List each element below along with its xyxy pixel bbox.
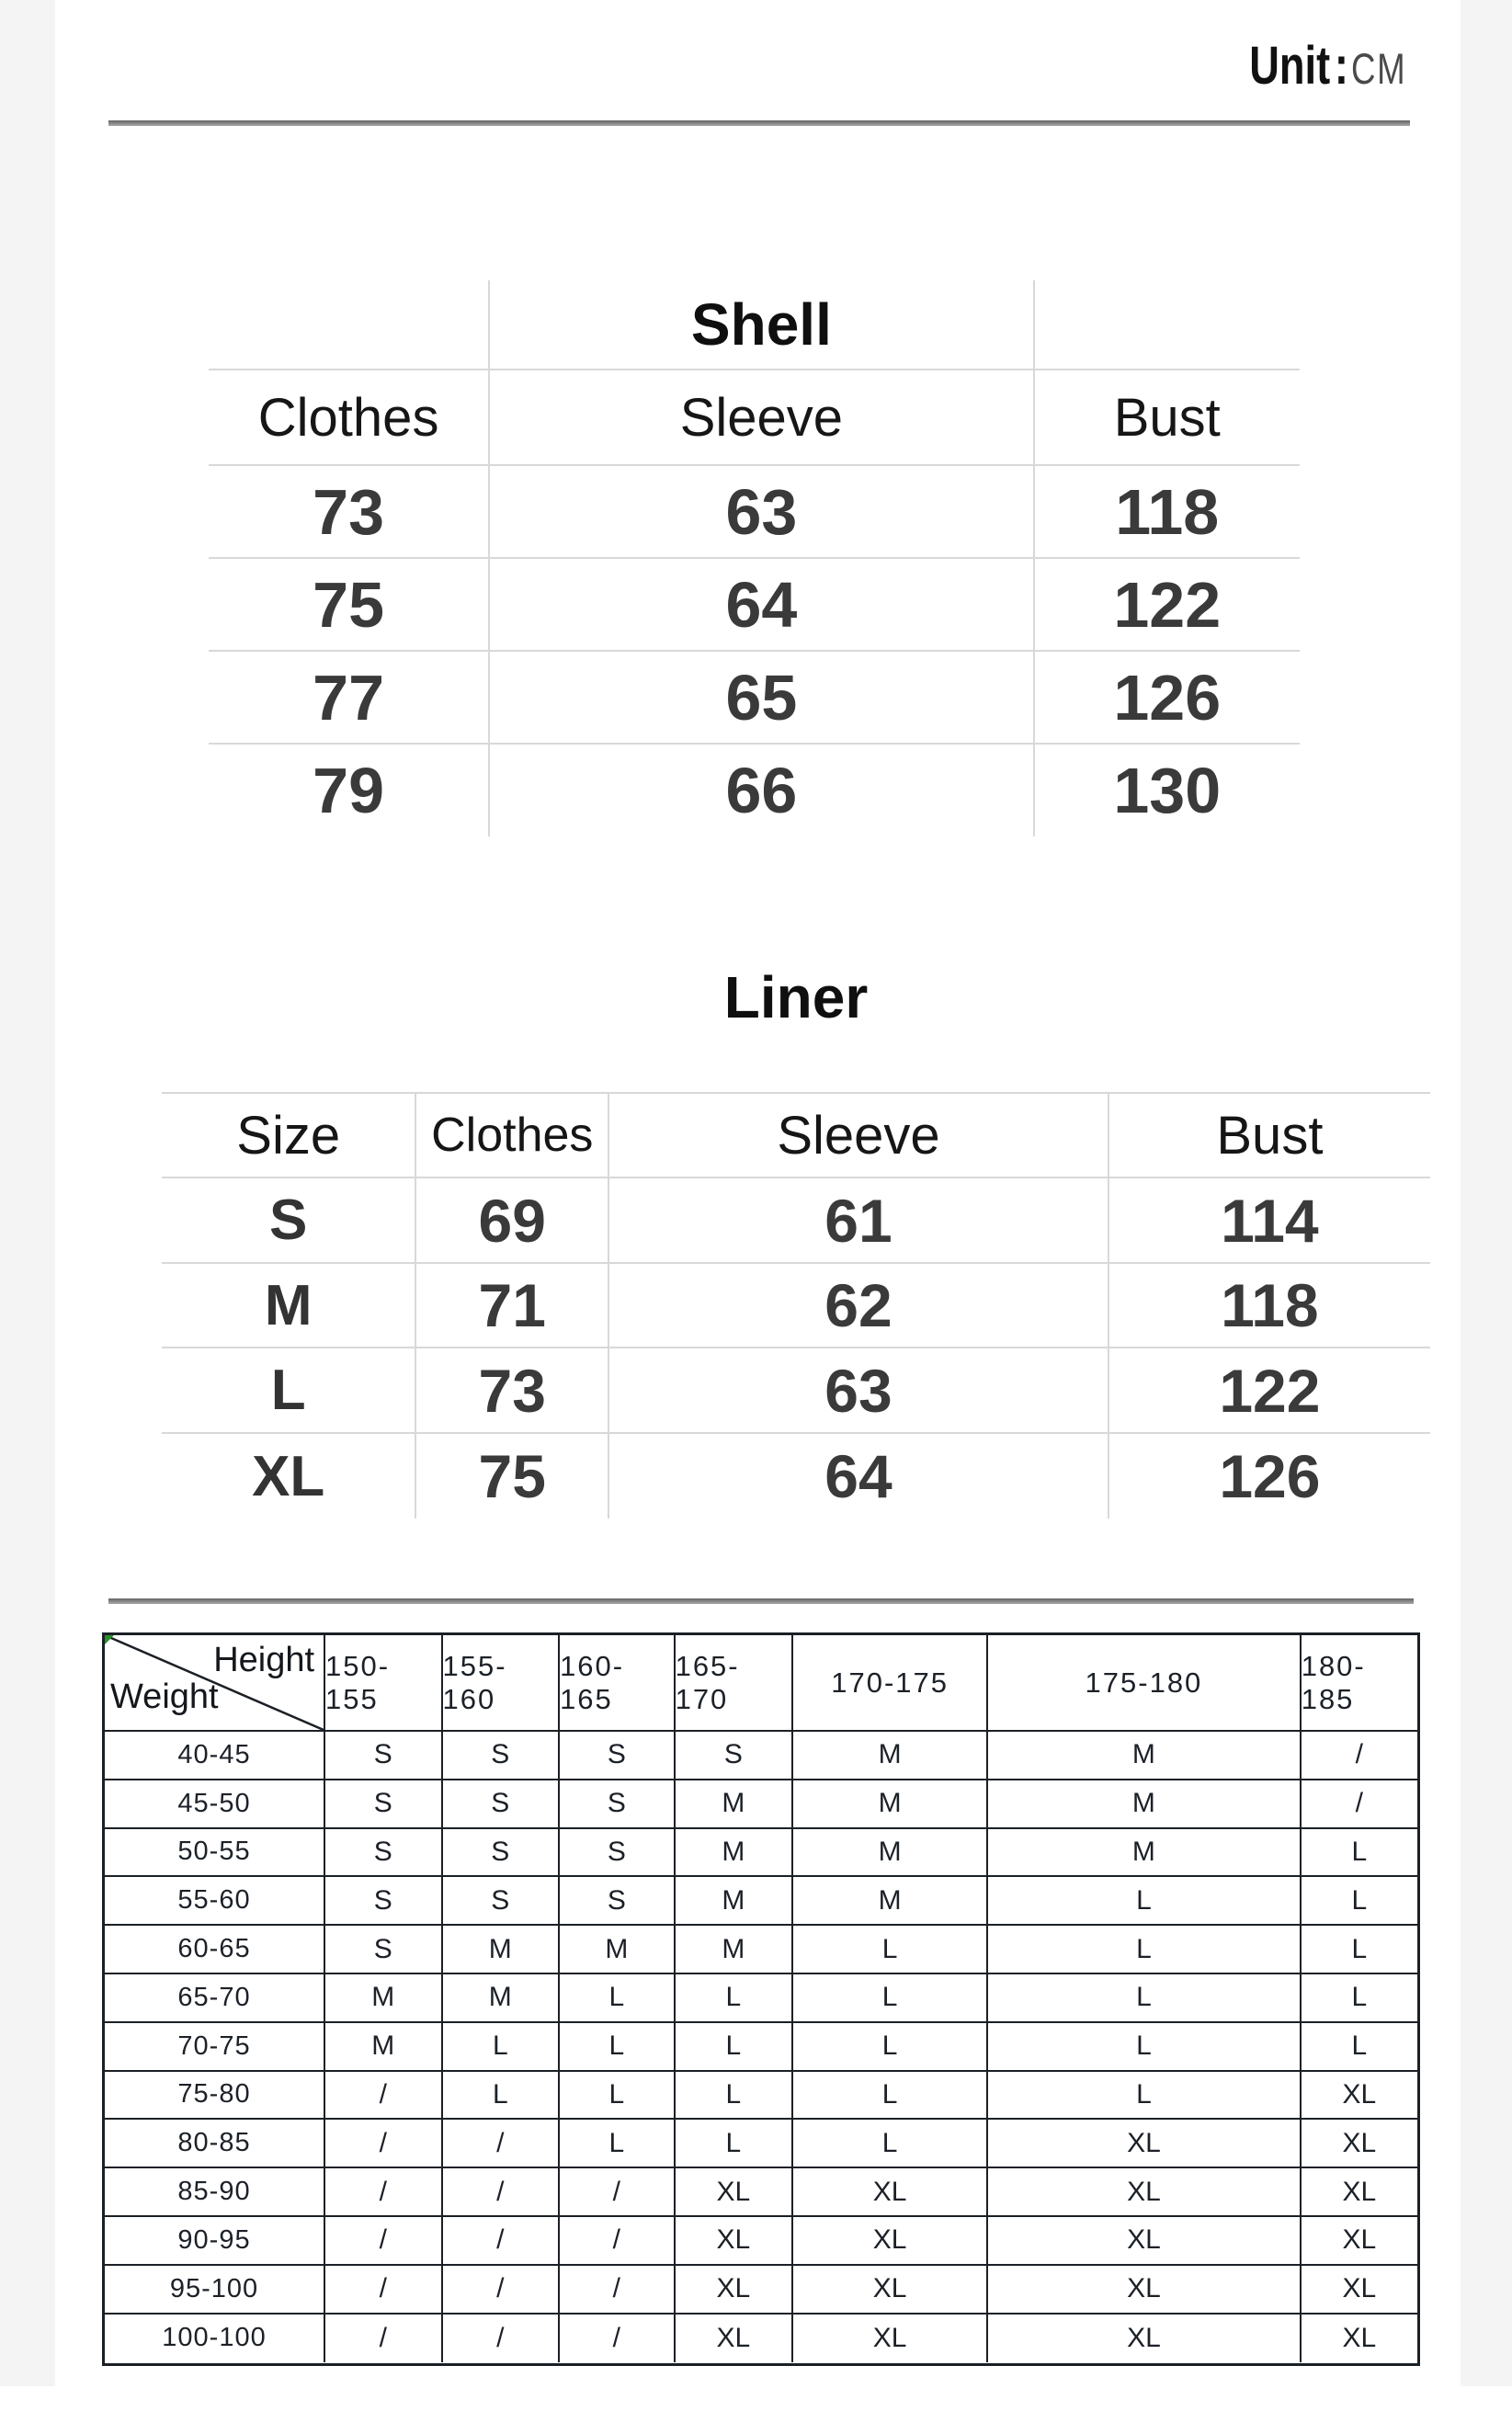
size-value-cell: S — [676, 1732, 794, 1780]
size-value-cell: M — [988, 1780, 1302, 1829]
liner-size-cell: S — [162, 1178, 416, 1264]
size-value-cell: M — [676, 1877, 794, 1926]
size-value-cell: L — [560, 2023, 676, 2072]
size-value-cell: XL — [988, 2217, 1302, 2266]
size-value-cell: XL — [1302, 2168, 1417, 2217]
size-value-cell: L — [988, 1877, 1302, 1926]
shell-cell: 63 — [490, 466, 1034, 559]
size-value-cell: / — [443, 2266, 561, 2315]
size-value-cell: XL — [676, 2266, 794, 2315]
size-value-cell: XL — [676, 2217, 794, 2266]
shell-title-spacer — [1035, 280, 1300, 370]
size-value-cell: S — [560, 1829, 676, 1878]
weight-row-label: 90-95 — [105, 2217, 325, 2266]
size-value-cell: L — [443, 2072, 561, 2121]
size-value-cell: / — [560, 2217, 676, 2266]
unit-value: CM — [1350, 44, 1406, 93]
liner-size-cell: L — [162, 1348, 416, 1434]
liner-cell: 73 — [416, 1348, 609, 1434]
size-value-cell: XL — [988, 2266, 1302, 2315]
weight-row-label: 100-100 — [105, 2315, 325, 2363]
size-value-cell: XL — [988, 2315, 1302, 2363]
liner-size-cell: XL — [162, 1434, 416, 1518]
size-value-cell: XL — [793, 2266, 988, 2315]
size-value-cell: / — [560, 2266, 676, 2315]
page-margin-left — [0, 0, 55, 2386]
shell-table — [209, 280, 1300, 836]
weight-row-label: 65-70 — [105, 1974, 325, 2023]
weight-row-label: 85-90 — [105, 2168, 325, 2217]
size-value-cell: / — [325, 2120, 443, 2168]
liner-header-size: Size — [162, 1094, 416, 1178]
height-column-header: 165-170 — [676, 1635, 794, 1732]
weight-row-label: 55-60 — [105, 1877, 325, 1926]
size-value-cell: XL — [988, 2168, 1302, 2217]
size-value-cell: L — [560, 1974, 676, 2023]
liner-size-cell: M — [162, 1264, 416, 1348]
size-value-cell: L — [793, 2023, 988, 2072]
size-value-cell: S — [443, 1732, 561, 1780]
size-value-cell: S — [443, 1829, 561, 1878]
shell-cell: 118 — [1035, 466, 1300, 559]
size-value-cell: / — [560, 2168, 676, 2217]
size-value-cell: / — [325, 2266, 443, 2315]
corner-weight-label: Weight — [110, 1678, 219, 1716]
shell-table-title: Shell — [490, 280, 1034, 370]
weight-row-label: 70-75 — [105, 2023, 325, 2072]
size-value-cell: S — [443, 1877, 561, 1926]
size-value-cell: S — [560, 1732, 676, 1780]
size-value-cell: L — [1302, 1829, 1417, 1878]
size-value-cell: XL — [1302, 2072, 1417, 2121]
size-value-cell: L — [793, 2072, 988, 2121]
size-value-cell: M — [443, 1974, 561, 2023]
size-value-cell: L — [793, 2120, 988, 2168]
size-value-cell: / — [1302, 1780, 1417, 1829]
shell-cell: 79 — [209, 745, 490, 836]
liner-cell: 114 — [1109, 1178, 1430, 1264]
size-value-cell: M — [793, 1780, 988, 1829]
height-column-header: 175-180 — [988, 1635, 1302, 1732]
size-value-cell: S — [443, 1780, 561, 1829]
size-value-cell: M — [676, 1829, 794, 1878]
shell-header-sleeve: Sleeve — [490, 370, 1034, 466]
liner-cell: 63 — [609, 1348, 1109, 1434]
size-value-cell: XL — [988, 2120, 1302, 2168]
size-value-cell: M — [988, 1829, 1302, 1878]
liner-cell: 69 — [416, 1178, 609, 1264]
unit-indicator — [1249, 35, 1406, 97]
shell-cell: 65 — [490, 652, 1034, 745]
unit-label: Unit — [1249, 36, 1330, 96]
size-value-cell: L — [676, 2120, 794, 2168]
height-column-header: 180-185 — [1302, 1635, 1417, 1732]
shell-cell: 130 — [1113, 755, 1222, 826]
size-value-cell: XL — [793, 2168, 988, 2217]
size-value-cell: XL — [793, 2315, 988, 2363]
size-value-cell: / — [560, 2315, 676, 2363]
size-value-cell: L — [443, 2023, 561, 2072]
size-value-cell: XL — [1302, 2120, 1417, 2168]
size-value-cell: M — [793, 1829, 988, 1878]
size-value-cell: L — [988, 2023, 1302, 2072]
size-value-cell: L — [1302, 1974, 1417, 2023]
liner-table — [162, 1092, 1430, 1517]
size-value-cell: / — [325, 2072, 443, 2121]
size-value-cell: / — [443, 2217, 561, 2266]
shell-cell: 66 — [490, 745, 1034, 836]
size-value-cell: M — [793, 1732, 988, 1780]
unit-colon: : — [1334, 36, 1348, 96]
size-value-cell: S — [325, 1780, 443, 1829]
size-value-cell: L — [1302, 1926, 1417, 1974]
liner-cell: 126 — [1219, 1442, 1321, 1510]
height-column-header: 155-160 — [443, 1635, 561, 1732]
liner-cell: 62 — [609, 1264, 1109, 1348]
shell-cell: 75 — [209, 559, 490, 652]
size-value-cell: / — [325, 2315, 443, 2363]
size-value-cell: L — [676, 2072, 794, 2121]
size-value-cell: L — [988, 2072, 1302, 2121]
size-value-cell: L — [793, 1974, 988, 2023]
size-value-cell: / — [1302, 1732, 1417, 1780]
middle-divider-line — [108, 1598, 1414, 1604]
weight-row-label: 75-80 — [105, 2072, 325, 2121]
weight-row-label: 80-85 — [105, 2120, 325, 2168]
liner-table-title: Liner — [723, 964, 869, 1030]
page-margin-right — [1461, 0, 1512, 2386]
weight-row-label: 50-55 — [105, 1829, 325, 1878]
height-column-header: 150-155 — [325, 1635, 443, 1732]
size-value-cell: S — [325, 1829, 443, 1878]
size-value-cell: L — [676, 2023, 794, 2072]
size-value-cell: / — [443, 2168, 561, 2217]
liner-header-sleeve: Sleeve — [609, 1094, 1109, 1178]
size-value-cell: M — [988, 1732, 1302, 1780]
size-value-cell: / — [443, 2315, 561, 2363]
size-value-cell: / — [325, 2217, 443, 2266]
shell-cell: 77 — [209, 652, 490, 745]
corner-height-label: Height — [213, 1641, 315, 1679]
size-value-cell: M — [793, 1877, 988, 1926]
size-value-cell: L — [1302, 1877, 1417, 1926]
size-value-cell: / — [443, 2120, 561, 2168]
size-value-cell: S — [325, 1877, 443, 1926]
corner-flag-icon — [105, 1635, 115, 1645]
weight-row-label: 45-50 — [105, 1780, 325, 1829]
size-value-cell: S — [325, 1732, 443, 1780]
weight-row-label: 40-45 — [105, 1732, 325, 1780]
liner-cell: 64 — [609, 1434, 1109, 1518]
height-column-header: 170-175 — [793, 1635, 988, 1732]
shell-header-clothes: Clothes — [209, 370, 490, 466]
size-value-cell: L — [560, 2120, 676, 2168]
shell-cell: 126 — [1035, 652, 1300, 745]
liner-cell: 61 — [609, 1178, 1109, 1264]
size-value-cell: L — [1302, 2023, 1417, 2072]
weight-row-label: 95-100 — [105, 2266, 325, 2315]
shell-title-spacer — [209, 280, 490, 370]
size-value-cell: XL — [1302, 2266, 1417, 2315]
size-value-cell: / — [325, 2168, 443, 2217]
shell-cell: 64 — [490, 559, 1034, 652]
height-column-header: 160-165 — [560, 1635, 676, 1732]
height-weight-corner-cell — [105, 1635, 325, 1732]
liner-cell: 122 — [1109, 1348, 1430, 1434]
shell-cell: 73 — [209, 466, 490, 559]
size-value-cell: XL — [676, 2315, 794, 2363]
size-value-cell: L — [793, 1926, 988, 1974]
size-value-cell: XL — [1302, 2217, 1417, 2266]
size-value-cell: M — [676, 1926, 794, 1974]
size-value-cell: L — [988, 1926, 1302, 1974]
size-value-cell: M — [676, 1780, 794, 1829]
size-value-cell: M — [443, 1926, 561, 1974]
size-value-cell: L — [560, 2072, 676, 2121]
size-value-cell: S — [325, 1926, 443, 1974]
size-value-cell: XL — [1342, 2322, 1377, 2353]
height-weight-table — [102, 1632, 1420, 2366]
size-value-cell: M — [325, 2023, 443, 2072]
size-value-cell: L — [988, 1974, 1302, 2023]
size-value-cell: S — [560, 1877, 676, 1926]
liner-header-bust: Bust — [1109, 1094, 1430, 1178]
size-value-cell: XL — [793, 2217, 988, 2266]
size-value-cell: XL — [676, 2168, 794, 2217]
size-value-cell: L — [676, 1974, 794, 2023]
liner-cell: 118 — [1109, 1264, 1430, 1348]
liner-header-clothes: Clothes — [416, 1094, 609, 1178]
size-value-cell: M — [325, 1974, 443, 2023]
size-value-cell: S — [560, 1780, 676, 1829]
weight-row-label: 60-65 — [105, 1926, 325, 1974]
liner-cell: 71 — [416, 1264, 609, 1348]
top-divider-line — [108, 120, 1410, 126]
size-value-cell: M — [560, 1926, 676, 1974]
liner-cell: 75 — [416, 1434, 609, 1518]
shell-header-bust: Bust — [1035, 370, 1300, 466]
shell-cell: 122 — [1035, 559, 1300, 652]
